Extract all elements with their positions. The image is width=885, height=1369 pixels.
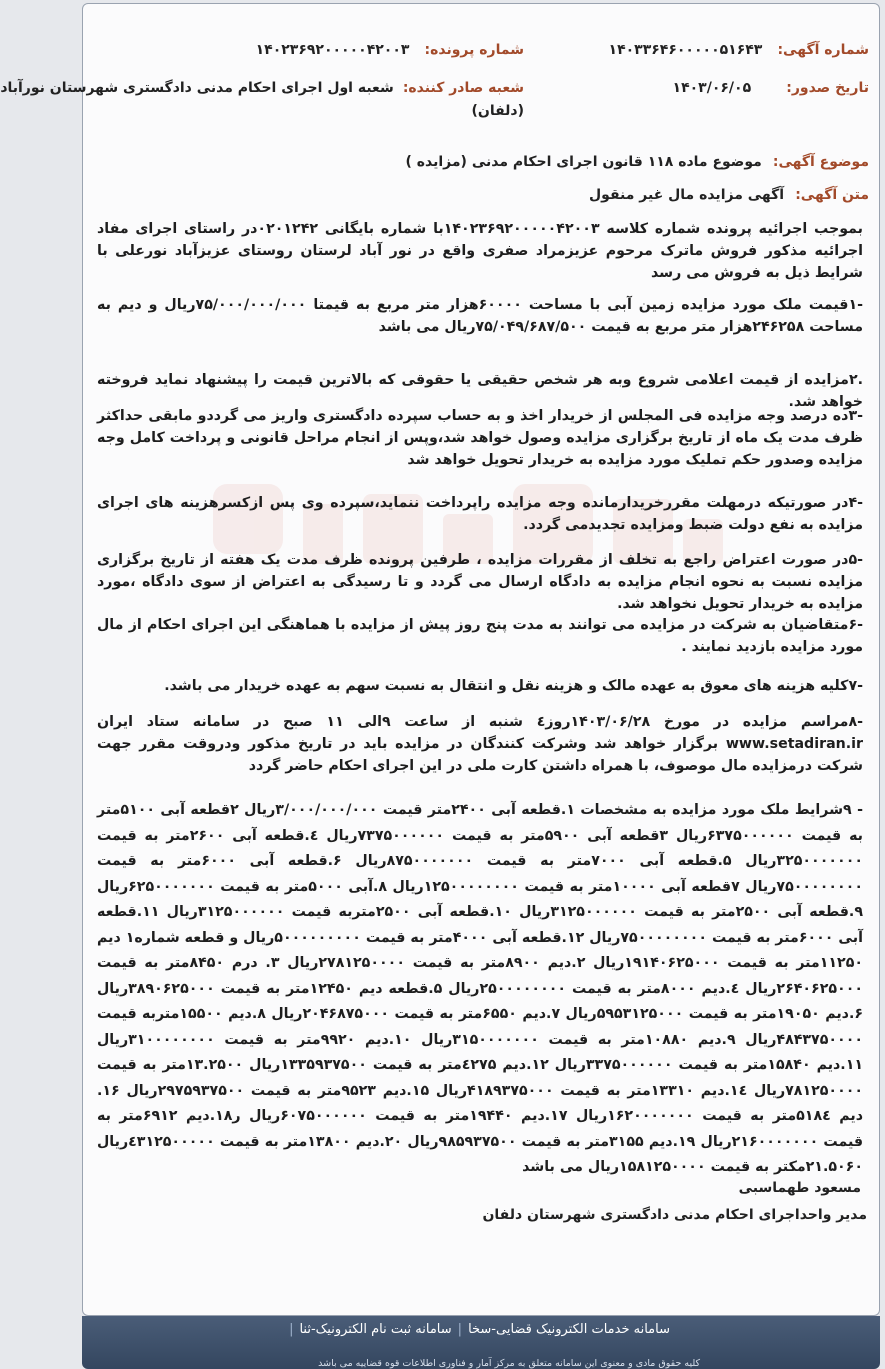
subject-value: موضوع ماده ۱۱۸ قانون اجرای احکام مدنی (مزایده ) bbox=[405, 154, 762, 170]
ad-number-value: ۱۴۰۳۳۶۴۶۰۰۰۰۰۵۱۶۴۳ bbox=[608, 42, 763, 58]
ad-text-field bbox=[589, 184, 869, 203]
case-number-label: شماره پرونده: bbox=[424, 42, 524, 58]
footer-separator: | bbox=[457, 1322, 463, 1337]
subject-label: موضوع آگهی: bbox=[772, 154, 869, 170]
issuer-value: شعبه اول اجرای احکام مدنی دادگستری شهرستان نورآباد bbox=[0, 80, 394, 96]
ad-number-field bbox=[609, 39, 869, 58]
issue-date-field bbox=[673, 77, 869, 96]
footer-link-sakha[interactable]: سامانه خدمات الکترونیک قضایی-سخا bbox=[468, 1322, 670, 1337]
site-footer bbox=[82, 1316, 880, 1369]
footer-link-sana[interactable]: سامانه ثبت نام الکترونیک-ثنا bbox=[299, 1322, 452, 1337]
issuer-field bbox=[0, 77, 524, 96]
signer-name: مسعود طهماسبی bbox=[738, 1180, 861, 1196]
clause-6: -۶متقاضیان به شرکت در مزایده می توانند به مدت پنج روز پیش از مزایده با هماهنگی این اجرای احکام از مال مورد مزایده بازدید نمایند . bbox=[97, 617, 863, 655]
issue-date-label: تاریخ صدور: bbox=[786, 80, 869, 96]
footer-copyright: کلیه حقوق مادی و معنوی این سامانه متعلق به مرکز آمار و فناوری اطلاعات قوه قضاییه می باشد bbox=[318, 1358, 700, 1369]
clause-5: -۵در صورت اعتراض راجع به تخلف از مقررات مزایده ، طرفین پرونده ظرف مدت یک هفته از تاریخ برگزاری مزایده نسبت به نحوه انجام مزایده به دادگاه ارسال می گردد و تا رسیدگی به اعتراض از سوی دادگاه ،مورد مزایده به خریدار تحویل نخواهد شد. bbox=[97, 552, 863, 612]
ad-text-label: متن آگهی: bbox=[795, 187, 869, 203]
ad-number-label: شماره آگهی: bbox=[777, 42, 869, 58]
clause-7: -۷کلیه هزینه های معوق به عهده مالک و هزینه نقل و انتقال به نسبت سهم به عهده خریدار می باشد. bbox=[164, 678, 863, 694]
clause-3: -۳ده درصد وجه مزایده فی المجلس از خریدار اخذ و به حساب سپرده دادگستری واریز می گرددو مابقی حداکثر ظرف مدت یک ماه از تاریخ برگزاری مزایده وصول خواهد شد،وپس از انجام مراحل قانونی و پرداخت کامل وجه مزایده وصدور حکم تملیک مورد مزایده به خریدار تحویل خواهد شد bbox=[97, 408, 863, 468]
issuer-value-line2: (دلفان) bbox=[471, 103, 524, 119]
footer-links: سامانه خدمات الکترونیک قضایی-سخا|سامانه ثبت نام الکترونیک-ثنا| bbox=[289, 1322, 670, 1337]
case-number-value: ۱۴۰۲۳۶۹۲۰۰۰۰۰۴۲۰۰۳ bbox=[255, 42, 410, 58]
signer-title: مدیر واحداجرای احکام مدنی دادگستری شهرستان دلفان bbox=[482, 1207, 867, 1223]
issuer-label: شعبه صادر کننده: bbox=[402, 80, 524, 96]
case-number-field bbox=[256, 39, 524, 58]
clause-4: -۴در صورتیکه درمهلت مقررخریدارمانده وجه مزایده راپرداخت ننماید،سپرده وی پس ازکسرهزینه های اجرای مزایده به نفع دولت ضبط ومزایده تجدیدمی گردد. bbox=[97, 495, 863, 533]
issue-date-value: ۱۴۰۳/۰۶/۰۵ bbox=[672, 80, 752, 96]
clause-2: .۲مزایده از قیمت اعلامی شروع وبه هر شخص حقیقی یا حقوقی که بالاترین قیمت را پیشنهاد نماید فروخته خواهد شد. bbox=[97, 372, 863, 410]
clause-1: -۱قیمت ملک مورد مزایده زمین آبی با مساحت ۶۰۰۰۰هزار متر مربع به قیمتا ۷۵/۰۰۰/۰۰۰/۰۰۰ریال و دیم به مساحت ۲۴۶۲۵۸هزار متر مربع به قیمت ۷۵/۰۴۹/۶۸۷/۵۰۰ریال می باشد bbox=[97, 297, 863, 335]
notice-card bbox=[0, 3, 880, 1316]
intro-paragraph: بموجب اجرائیه پرونده شماره کلاسه ۱۴۰۲۳۶۹۲۰۰۰۰۰۴۲۰۰۳با شماره بایگانی ۰۲۰۱۲۴۲در راستای اجرای مفاد اجرائیه مذکور فروش ماترک مرحوم عزیزمراد صفری واقع در نور آباد لرستان روستای عزیزآباد نورعلی با شرایط ذیل به فروش می رسد bbox=[97, 221, 863, 281]
ad-text-title: آگهی مزایده مال غیر منقول bbox=[589, 187, 785, 203]
clause-8: -۸مراسم مزایده در مورخ ۱۴۰۳/۰۶/۲۸روز٤ شنبه از ساعت ۹الی ۱۱ صبح در سامانه ستاد ایران www.setadiran.ir برگزار خواهد شد وشرکت کنندگان در مزایده باید در تاریخ مذکور ودروقت مقرر جهت شرکت درمزایده مال موصوف، با همراه داشتن کارت ملی در این اجرای احکام حاضر گردد bbox=[97, 714, 864, 774]
clause-9: - ۹شرایط ملک مورد مزایده به مشخصات ۱.قطعه آبی ۲۴۰۰متر قیمت ۳/۰۰۰/۰۰۰/۰۰۰ریال ۲قطعه آبی ۵۱۰۰متر به قیمت ۶۳۷۵۰۰۰۰۰۰ریال ۳قطعه آبی ۵۹۰۰متر به قیمت ۷۳۷۵۰۰۰۰۰۰ریال ٤.قطعه آبی ۲۶۰۰متر به قیمت ۳۲۵۰۰۰۰۰۰۰ریال ۵.قطعه آبی ۷۰۰۰متر به قیمت ۸۷۵۰۰۰۰۰۰۰ریال ۶.قطعه آبی ۶۰۰۰متر به قیمت ۷۵۰۰۰۰۰۰۰۰ریال ۷قطعه آبی ۱۰۰۰۰متر به قیمت ۱۲۵۰۰۰۰۰۰۰۰ریال ۸.آبی ۵۰۰۰متر به قیمت ۶۲۵۰۰۰۰۰۰۰ریال ۹.قطعه آبی ۲۵۰۰متر به قیمت ۳۱۲۵۰۰۰۰۰۰ریال ۱۰.قطعه آبی ۲۵۰۰متربه قیمت ۳۱۲۵۰۰۰۰۰۰ریال ۱۱.قطعه آبی ۶۰۰۰متر به قیمت ۷۵۰۰۰۰۰۰۰۰ریال ۱۲.قطعه آبی ۴۰۰۰متر به قیمت ۵۰۰۰۰۰۰۰۰۰ریال و قطعه شماره۱ دیم ۱۱۲۵۰متر به قیمت ۱۹۱۴۰۶۲۵۰۰۰ریال ۲.دیم ۸۹۰۰متر به قیمت ۲۷۸۱۲۵۰۰۰۰ریال ۳. درم ۸۴۵۰متر به قیمت ۲۶۴۰۶۲۵۰۰۰ریال ٤.دیم ۸۰۰۰متر به قیمت ۲۵۰۰۰۰۰۰۰۰ریال ۵.قطعه دیم ۱۲۴۵۰متر به قیمت ۳۸۹۰۶۲۵۰۰۰ریال ۶.دیم ۱۹۰۵۰متر به قیمت ۵۹۵۳۱۲۵۰۰۰ریال ۷.دیم ۶۵۵۰متر به قیمت ۲۰۴۶۸۷۵۰۰۰ریال ۸.دیم ۱۵۵۰۰متربه قیمت ۴۸۴۳۷۵۰۰۰۰ریال ۹.دیم ۱۰۸۸۰متر به قیمت ۳۱۵۰۰۰۰۰۰۰ریال ۱۰.دیم ۹۹۲۰متر به قیمت ۳۱۰۰۰۰۰۰۰۰ریال ۱۱.دیم ۱۵۸۴۰متر به قیمت ۳۳۷۵۰۰۰۰۰۰ریال ۱۲.دیم ٤۲۷۵متر به قیمت ۱۳۳۵۹۳۷۵۰۰ریال ۱۳.۲۵۰۰متر به قیمت ۷۸۱۲۵۰۰۰۰ریال ۱٤.دیم ۱۳۳۱۰متر به قیمت ۴۱۸۹۳۷۵۰۰۰ریال ۱۵.دیم ۹۵۲۳متر به قیمت ۲۹۷۵۹۳۷۵۰۰ریال ۱۶. دیم ۵۱۸٤متر به قیمت ۱۶۲۰۰۰۰۰۰۰ریال ۱۷.دیم ۱۹۴۴۰متر به قیمت ۶۰۷۵۰۰۰۰۰۰ریال ر۱۸.دیم ۶۹۱۲متر به قیمت ۲۱۶۰۰۰۰۰۰۰ریال ۱۹.دیم ۳۱۵۵متر به قیمت ۹۸۵۹۳۷۵۰۰ریال ۲۰.دیم ۱۳۸۰۰متر به قیمت ٤۳۱۲۵۰۰۰۰۰ریال ۲۱.۵۰۶۰مکتر به قیمت ۱۵۸۱۲۵۰۰۰۰ریال می باشد bbox=[97, 802, 864, 1175]
subject-field bbox=[406, 151, 870, 170]
